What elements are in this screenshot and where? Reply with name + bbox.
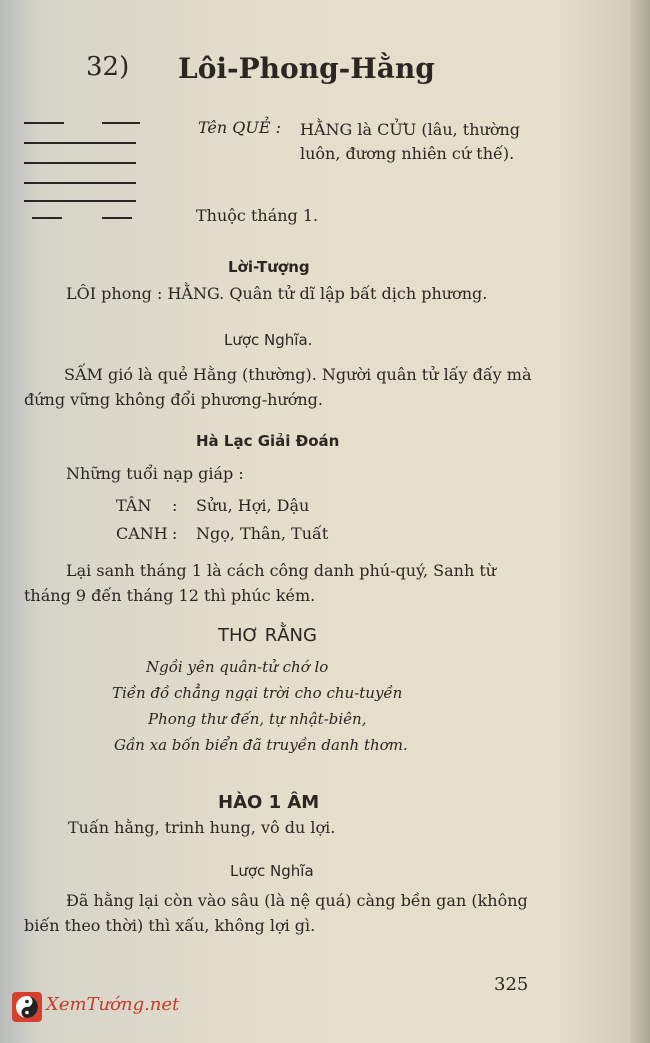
- hexagram-line: [24, 122, 64, 124]
- poem-line: Ngồi yên quân-tử chớ lo: [146, 658, 329, 676]
- nap-giap-stem: TÂN: [116, 496, 152, 515]
- poem-line: Phong thư đến, tự nhật-biên,: [148, 710, 367, 728]
- page-edge: [630, 0, 650, 1043]
- month-note: Thuộc tháng 1.: [196, 206, 319, 225]
- hexagram-line: [24, 182, 136, 184]
- nap-giap-value: Ngọ, Thân, Tuất: [196, 524, 329, 543]
- yin-yang-icon: [12, 992, 42, 1022]
- hexagram-line: [32, 217, 62, 219]
- hexagram-diagram: [24, 120, 140, 230]
- ha-lac-intro: Những tuổi nạp giáp :: [66, 464, 244, 483]
- poem-line: Tiền đồ chẳng ngại trời cho chu-tuyền: [112, 684, 403, 702]
- hexagram-line: [24, 142, 136, 144]
- nap-giap-sep: :: [172, 496, 178, 515]
- ten-que-text: HẰNG là CỬU (lâu, thường luôn, đương nhiên cứ thế).: [300, 120, 521, 163]
- ha-lac-text: Lại sanh tháng 1 là cách công danh phú-quý, Sanh từ tháng 9 đến tháng 12 thì phúc kém.: [24, 561, 497, 605]
- hao1-text: Tuấn hằng, trinh hung, vô du lợi.: [68, 818, 336, 837]
- hao1-heading: HÀO 1 ÂM: [218, 792, 320, 813]
- nap-giap-sep: :: [172, 524, 178, 543]
- nap-giap-stem: CANH: [116, 524, 168, 543]
- hexagram-line: [24, 162, 136, 164]
- loi-tuong-heading: Lời-Tượng: [228, 258, 310, 276]
- tho-heading: THƠ RẰNG: [218, 625, 317, 646]
- poem-line: Gần xa bốn biển đã truyền danh thơm.: [114, 736, 408, 754]
- luoc-nghia-heading: Lược Nghĩa.: [224, 331, 313, 349]
- hexagram-line: [24, 200, 136, 202]
- page-number: 325: [494, 974, 529, 995]
- luoc-nghia-text: SẤM gió là quẻ Hằng (thường). Người quân tử lấy đấy mà đứng vững không đổi phương-hướng.: [24, 365, 532, 409]
- luoc-nghia-2-heading: Lược Nghĩa: [230, 862, 314, 880]
- chapter-number: 32): [86, 52, 130, 82]
- ten-que-label: Tên QUẺ :: [198, 118, 282, 137]
- nap-giap-value: Sửu, Hợi, Dậu: [196, 496, 310, 515]
- hexagram-line: [102, 217, 132, 219]
- luoc-nghia-2-text: Đã hằng lại còn vào sâu (là nệ quá) càng bền gan (không biến theo thời) thì xấu, không lợi gì.: [24, 891, 528, 935]
- hexagram-line: [102, 122, 140, 124]
- ha-lac-heading: Hà Lạc Giải Đoán: [196, 432, 340, 450]
- page-title: Lôi-Phong-Hằng: [178, 52, 435, 85]
- loi-tuong-text: LÔI phong : HẰNG. Quân tử dĩ lập bất dịch phương.: [66, 284, 488, 303]
- watermark-logo[interactable]: [8, 986, 178, 1026]
- watermark-text: XemTướng.net: [46, 994, 180, 1015]
